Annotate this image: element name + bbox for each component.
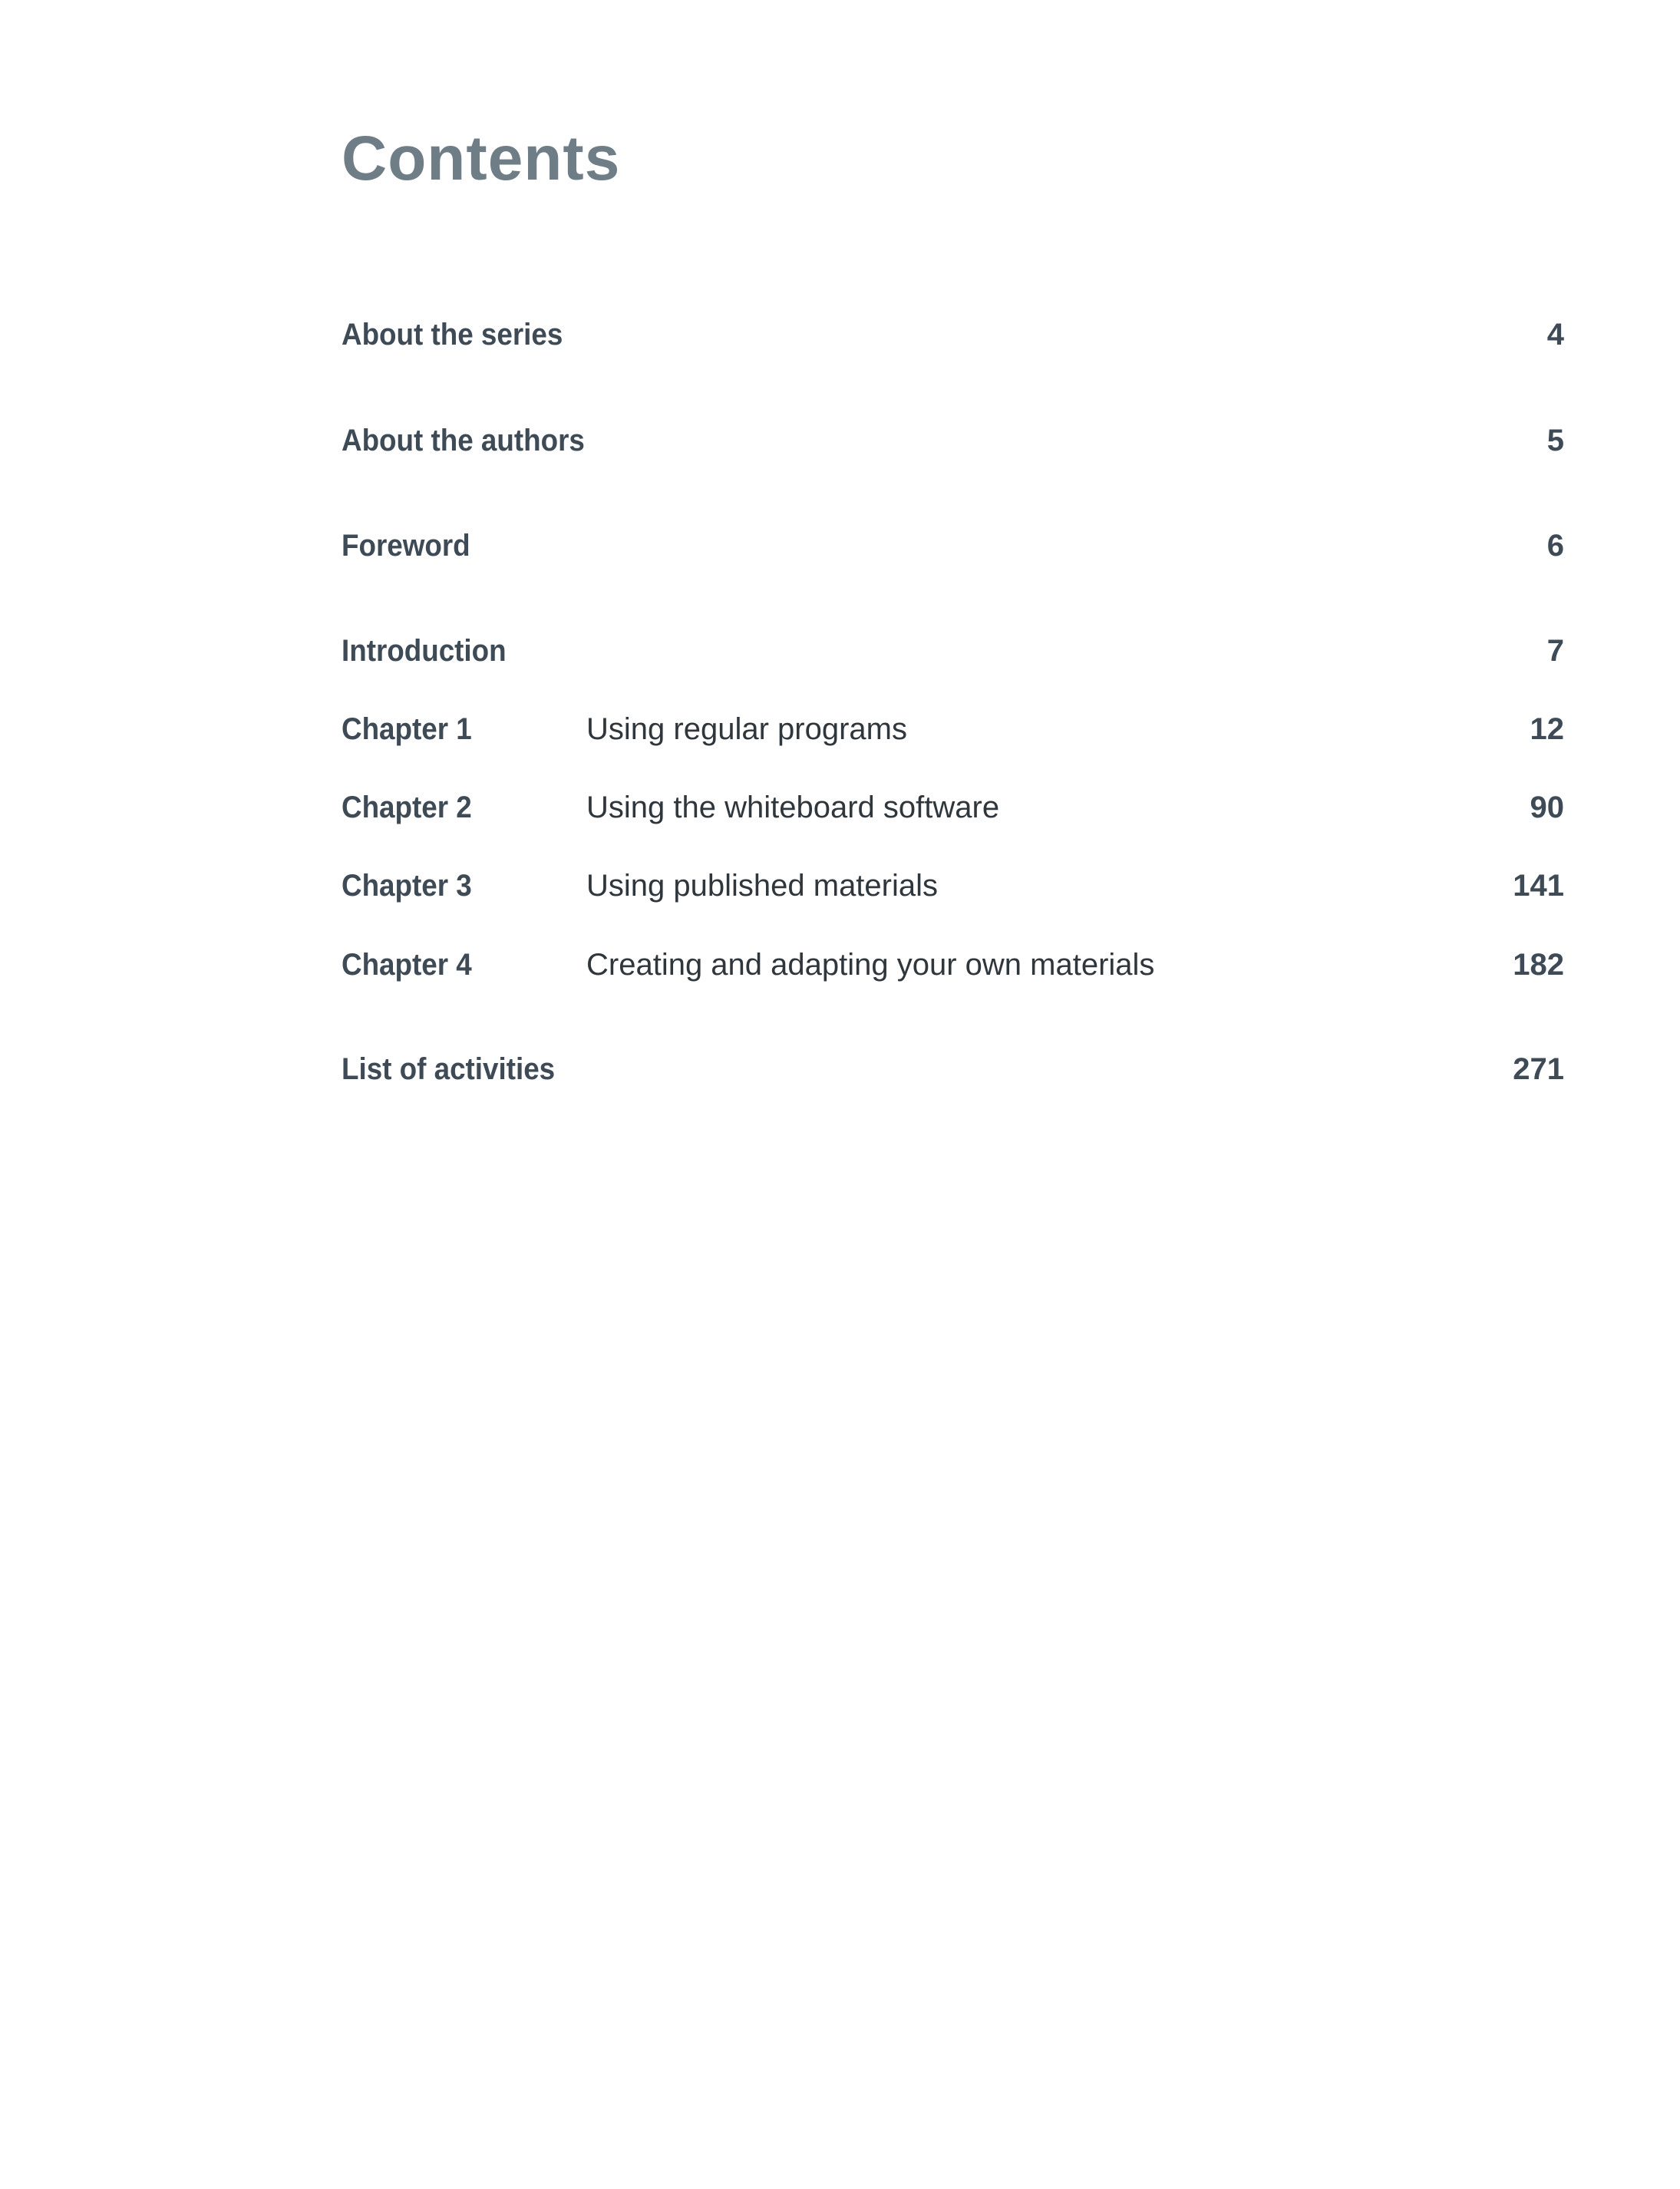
entry-page: 5 — [1546, 424, 1564, 457]
entry-label: Chapter 1 — [342, 712, 472, 746]
toc-entry-chapter-1 — [342, 712, 1564, 751]
entry-page: 182 — [1513, 948, 1564, 982]
entry-label: Chapter 4 — [342, 948, 472, 982]
entry-label: Introduction — [342, 634, 507, 668]
entry-page: 12 — [1530, 712, 1564, 746]
entry-desc: Creating and adapting your own materials — [586, 948, 1155, 982]
entry-page: 141 — [1513, 869, 1564, 903]
entry-label: List of activities — [342, 1052, 556, 1086]
toc-entry-foreword — [342, 529, 1564, 567]
toc-entry-list-of-activities — [342, 1052, 1564, 1091]
entry-page: 4 — [1546, 318, 1564, 352]
entry-label: About the authors — [342, 424, 585, 457]
entry-desc: Using published materials — [586, 869, 939, 903]
toc-entry-chapter-2 — [342, 791, 1564, 829]
entry-page: 7 — [1546, 634, 1564, 668]
entry-label: Chapter 2 — [342, 791, 472, 824]
entry-label: Foreword — [342, 529, 470, 563]
page-title: Contents — [342, 124, 621, 193]
toc-entry-about-series — [342, 318, 1564, 356]
entry-page: 90 — [1530, 791, 1564, 824]
entry-desc: Using the whiteboard software — [586, 791, 1000, 824]
entry-page: 271 — [1513, 1052, 1564, 1086]
entry-label: About the series — [342, 318, 563, 352]
entry-label: Chapter 3 — [342, 869, 472, 903]
toc-entry-about-authors — [342, 424, 1564, 462]
toc-entry-chapter-4 — [342, 948, 1564, 986]
toc-entry-chapter-3 — [342, 869, 1564, 907]
toc-entry-introduction — [342, 634, 1564, 672]
entry-desc: Using regular programs — [586, 712, 907, 746]
entry-page: 6 — [1546, 529, 1564, 563]
